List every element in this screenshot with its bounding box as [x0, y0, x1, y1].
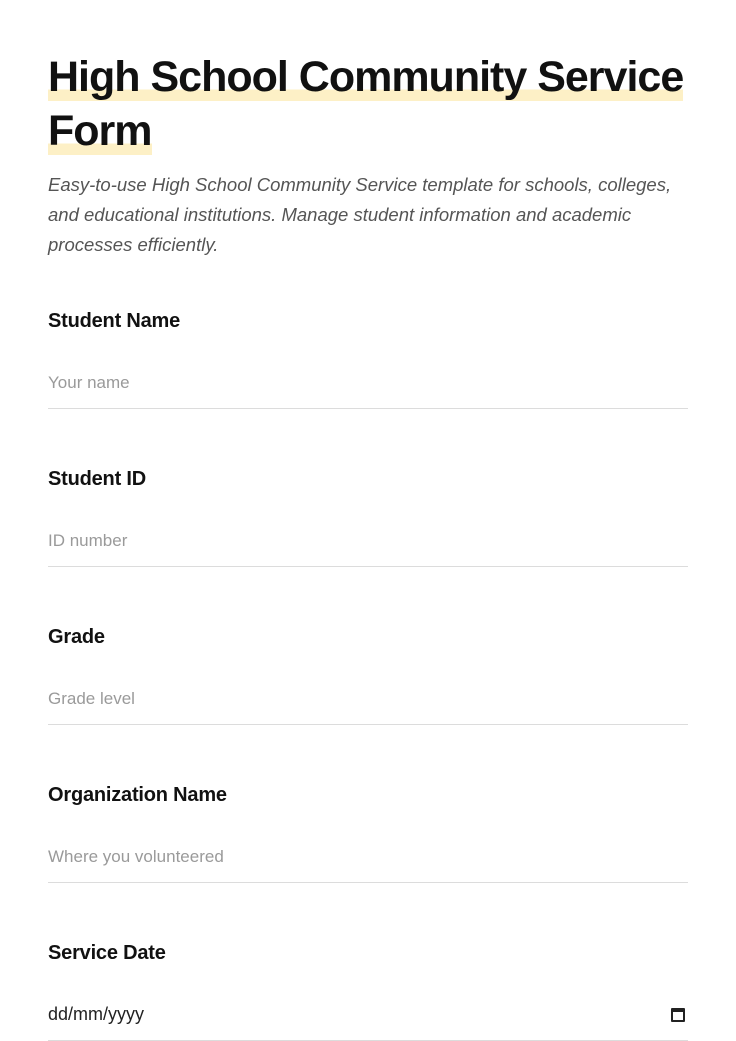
field-label: Organization Name [48, 784, 227, 806]
field-label: Student Name [48, 310, 181, 332]
field-service-date [48, 941, 688, 1041]
field-organization-name [48, 783, 688, 883]
grade-input[interactable] [48, 673, 688, 724]
student-name-input[interactable] [48, 357, 688, 408]
student-id-input[interactable] [48, 515, 688, 566]
form-description: Easy-to-use High School Community Service template for schools, colleges, and educational institutions. Manage student information and academic processes efficiently. [48, 174, 672, 255]
field-student-name [48, 309, 688, 409]
service-date-input[interactable] [48, 989, 688, 1041]
field-label: Student ID [48, 468, 146, 490]
field-label: Service Date [48, 942, 166, 964]
page-title: High School Community Service Form [48, 53, 684, 155]
field-label: Grade [48, 626, 105, 648]
organization-name-input[interactable] [48, 831, 688, 882]
date-placeholder[interactable]: dd/mm/yyyy [48, 1004, 145, 1024]
field-student-id [48, 467, 688, 567]
field-grade [48, 625, 688, 725]
calendar-icon[interactable] [671, 1008, 685, 1022]
